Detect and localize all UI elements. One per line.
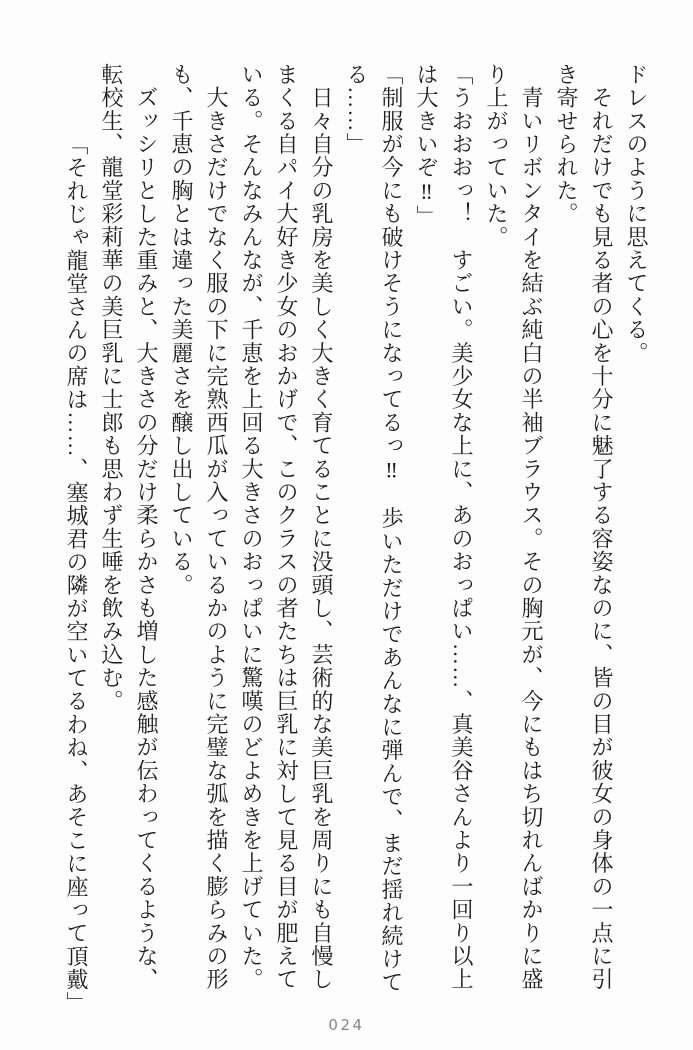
page-number: 024	[328, 1016, 365, 1034]
text-column: いる。そんなみんなが、千恵を上回る大きさのおっぱいに驚嘆のどよめきを上げていた。	[239, 63, 264, 991]
text-column: 青いリボンタイを結ぶ純白の半袖ブラウス。その胸元が、今にもはち切れんばかりに盛	[519, 63, 544, 992]
text-column: 「制服が今にも破けそうになってるっ‼ 歩いただけであんなに弾んで、まだ揺れ続けて	[379, 63, 404, 994]
text-column: り上がっていた。	[484, 63, 509, 249]
text-column: それだけでも見る者の心を十分に魅了する容姿なのに、皆の目が彼女の身体の一点に引	[589, 63, 614, 991]
text-column: 転校生、龍堂彩莉華の美巨乳に士郎も思わず生唾を飲み込む。	[99, 63, 124, 713]
vertical-text-block	[59, 63, 654, 1015]
text-column: る……」	[344, 63, 369, 156]
text-column: 大きさだけでなく服の下に完熟西瓜が入っているかのように完璧な弧を描く膨らみの形	[204, 63, 229, 992]
text-column: ズッシリとした重みと、大きさの分だけ柔らかさも増した感触が伝わってくるような、	[134, 63, 159, 991]
text-column: まくる自パイ大好き少女のおかげで、このクラスの者たちは巨乳に対して見る目が肥えて	[274, 63, 299, 991]
text-column: き寄せられた。	[554, 63, 579, 226]
text-column: 日々自分の乳房を美しく大きく育てることに没頭し、芸術的な美巨乳を周りにも自慢し	[309, 63, 334, 991]
text-column: も、千恵の胸とは違った美麗さを醸し出している。	[169, 63, 194, 597]
text-column: は大きいぞ‼」	[414, 63, 439, 229]
text-column: 「うおおおっ！ すごい。美少女な上に、あのおっぱい……、真美谷さんより一回り以上	[449, 63, 474, 991]
text-column: ドレスのように思えてくる。	[624, 63, 649, 365]
text-column: 「それじゃ龍堂さんの席は……、塞城君の隣が空いてるわね、あそこに座って頂戴」	[64, 133, 89, 1015]
